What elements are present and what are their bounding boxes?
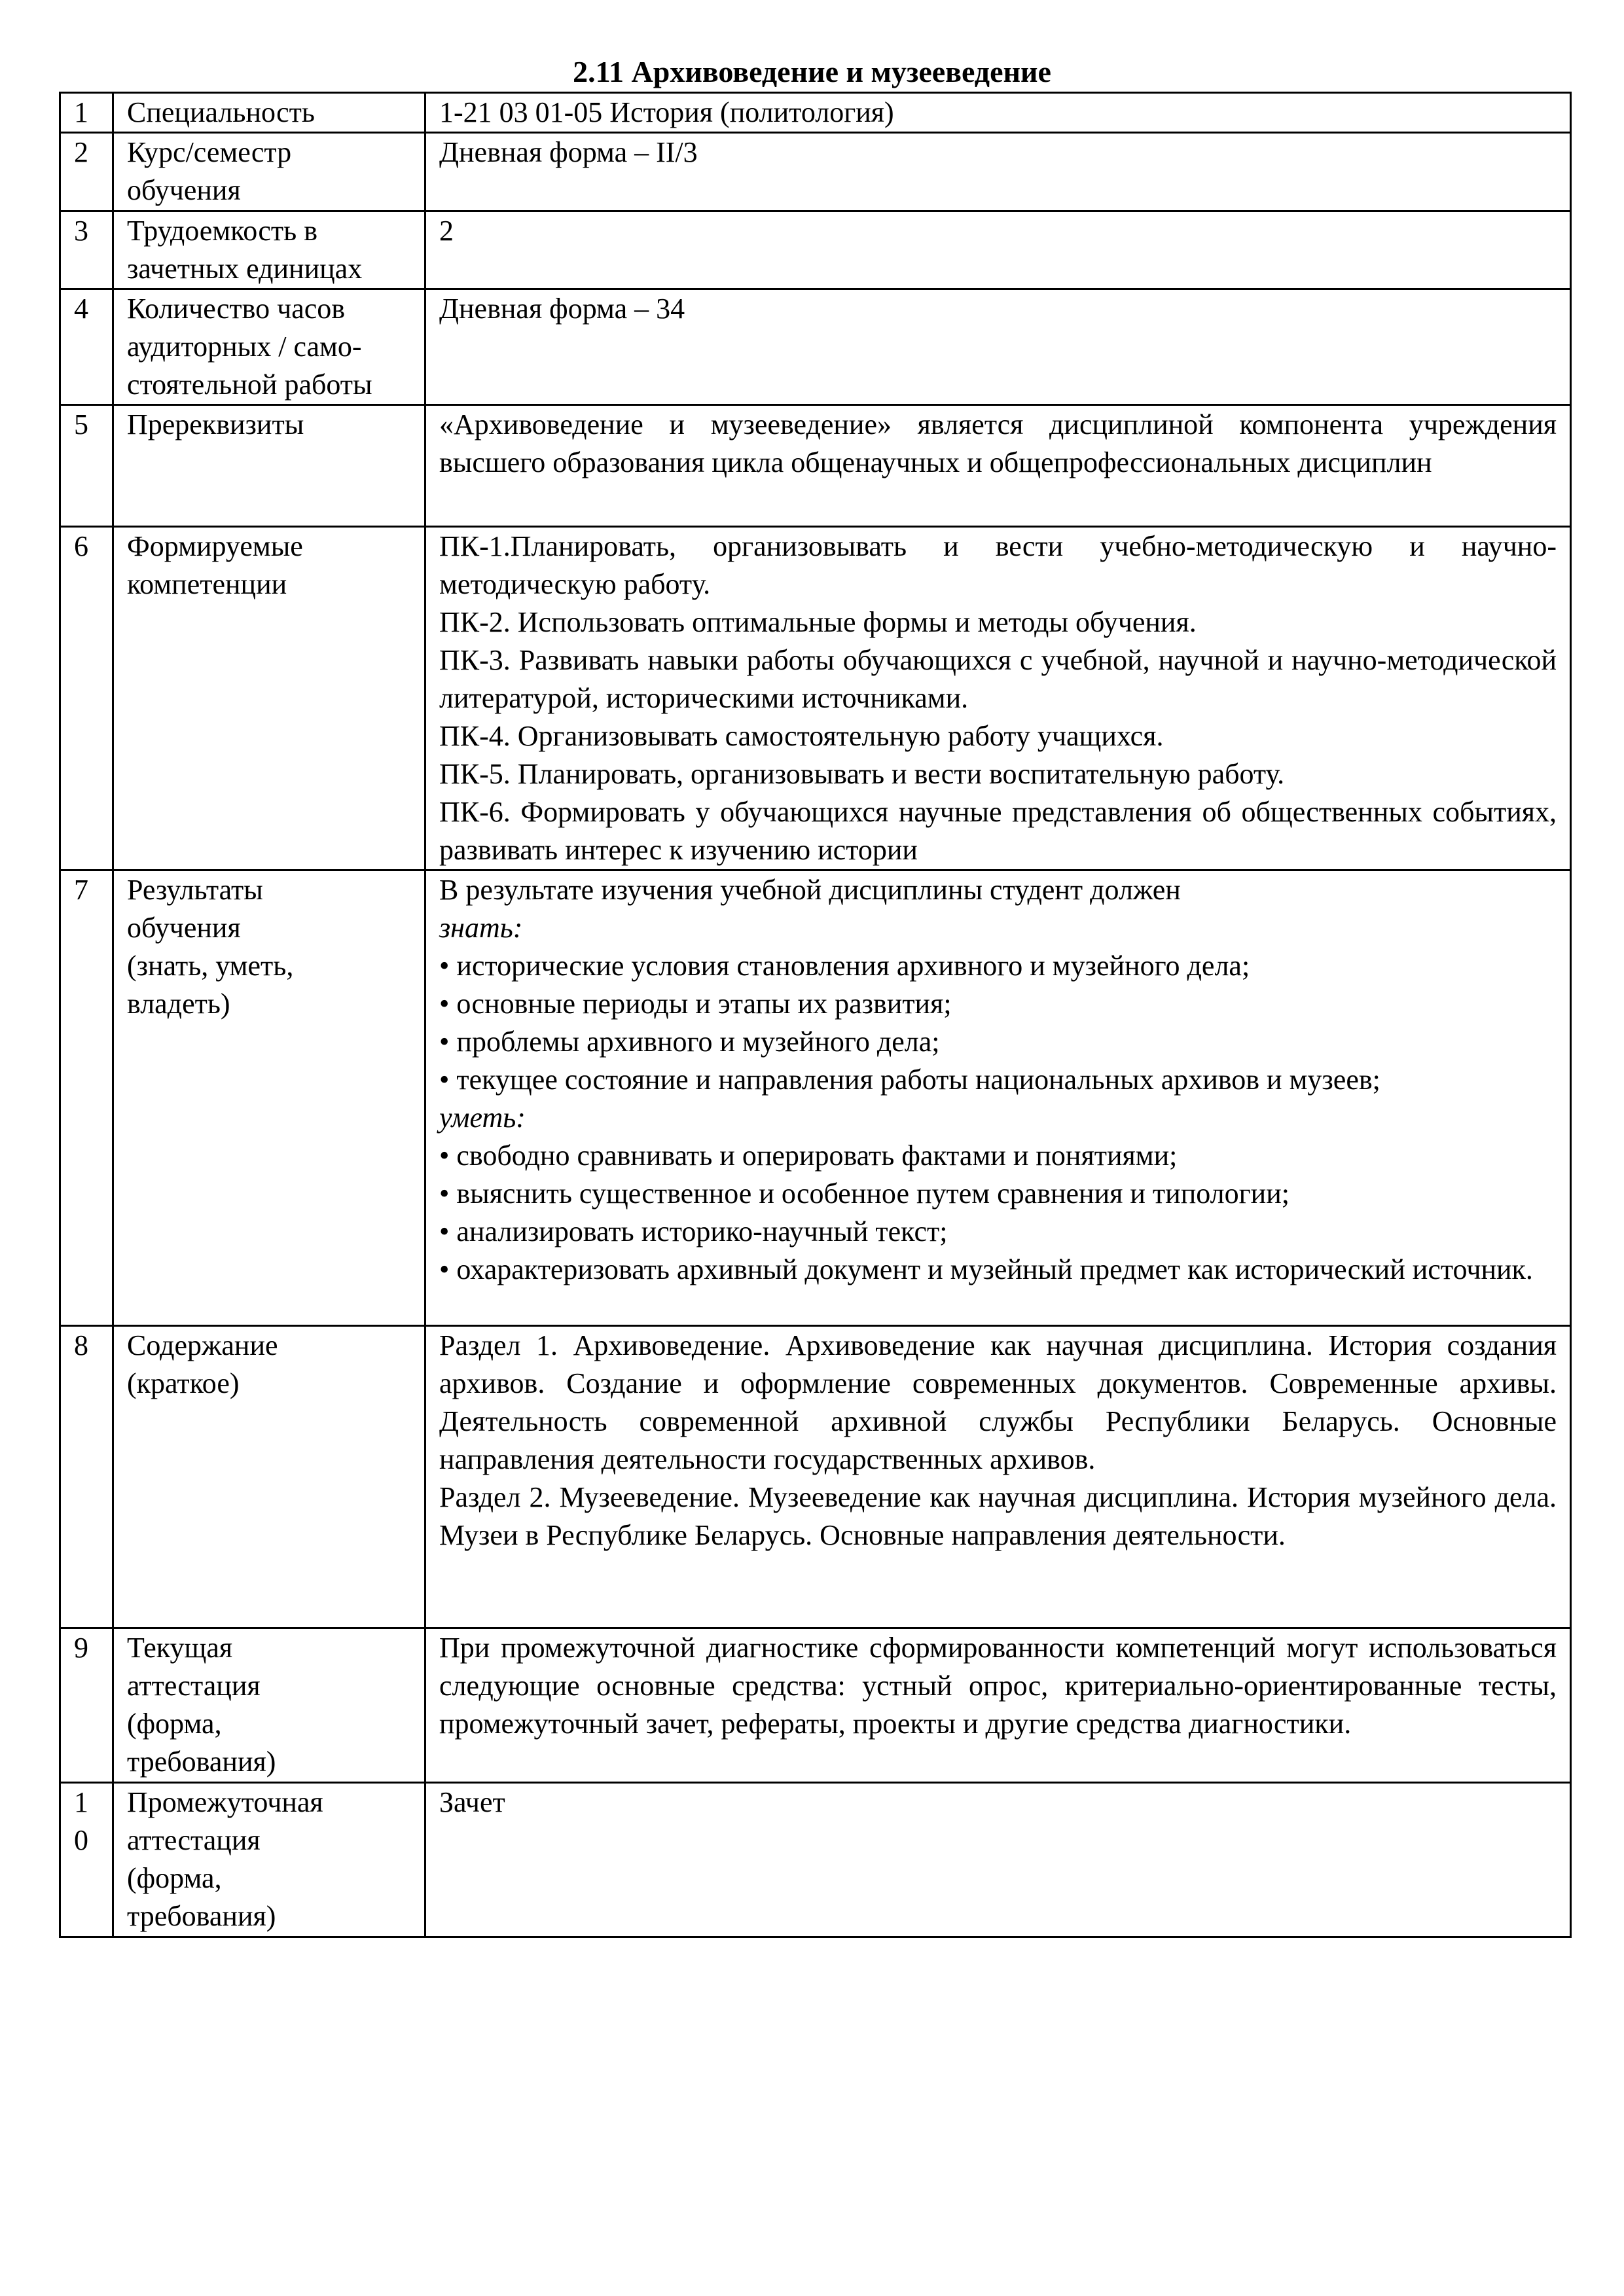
row-number: 7 [60,870,113,1326]
row-number: 5 [60,405,113,527]
row-content: 2 [425,211,1571,289]
table-row [60,1628,1571,1783]
row-number: 4 [60,289,113,405]
table-row [60,211,1571,289]
row-label: Промежуточная аттестация (форма, требования) [113,1783,425,1937]
row-content: ПК-1.Планировать, организовывать и вести учебно-методическую и научно-методическую работу. ПК-2. Использовать оптимальные формы и методы обучения. ПК-3. Развивать навыки работы обучающихся с учебной, научной и научно-методической литературой, историческими источниками. ПК-4. Организовывать самостоятельную работу учащихся. ПК-5. Планировать, организовывать и вести воспитательную работу. ПК-6. Формировать у обучающихся научные представления об общественных событиях, развивать интерес к изучению истории [425,527,1571,870]
table-row [60,93,1571,133]
row-label: Текущая аттестация (форма, требования) [113,1628,425,1783]
row-label: Специальность [113,93,425,133]
row-content: «Архивоведение и музееведение» является дисциплиной компонента учреждения высшего образования цикла общенаучных и общепрофессиональных дисциплин [425,405,1571,527]
table-row [60,289,1571,405]
row-number: 10 [60,1783,113,1937]
row-number: 2 [60,133,113,211]
table-row [60,1326,1571,1628]
row-label: Пререквизиты [113,405,425,527]
row-content: Дневная форма – 34 [425,289,1571,405]
row-label: Трудоемкость в зачетных единицах [113,211,425,289]
row-label: Содержание (краткое) [113,1326,425,1628]
row-label: Количество часов аудиторных / само- стоятельной работы [113,289,425,405]
row-number: 9 [60,1628,113,1783]
row-number: 6 [60,527,113,870]
table-row [60,870,1571,1326]
table-row [60,405,1571,527]
row-content: В результате изучения учебной дисциплины студент должен знать: • исторические условия становления архивного и музейного дела; • основные периоды и этапы их развития; • проблемы архивного и музейного дела; • текущее состояние и направления работы национальных архивов и музеев; уметь: • свободно сравнивать и оперировать фактами и понятиями; • выяснить существенное и особенное путем сравнения и типологии; • анализировать историко-научный текст; • охарактеризовать архивный документ и музейный предмет как исторический источник. [425,870,1571,1326]
row-content: 1-21 03 01-05 История (политология) [425,93,1571,133]
document-title: 2.11 Архивоведение и музееведение [573,55,1051,88]
row-label: Курс/семестр обучения [113,133,425,211]
table-row [60,133,1571,211]
row-label: Результаты обучения (знать, уметь, владеть) [113,870,425,1326]
row-label: Формируемые компетенции [113,527,425,870]
table-row [60,1783,1571,1937]
row-content: Дневная форма – II/3 [425,133,1571,211]
row-number: 1 [60,93,113,133]
row-content: При промежуточной диагностике сформированности компетенций могут использоваться следующие основные средства: устный опрос, критериально-ориентированные тесты, промежуточный зачет, рефераты, проекты и другие средства диагностики. [425,1628,1571,1783]
row-number: 3 [60,211,113,289]
row-number: 8 [60,1326,113,1628]
table-row [60,527,1571,870]
row-content: Зачет [425,1783,1571,1937]
row-content: Раздел 1. Архивоведение. Архивоведение как научная дисциплина. История создания архивов. Создание и оформление современных документов. Современные архивы. Деятельность современной архивной службы Республики Беларусь. Основные направления деятельности государственных архивов. Раздел 2. Музееведение. Музееведение как научная дисциплина. История музейного дела. Музеи в Республике Беларусь. Основные направления деятельности. [425,1326,1571,1628]
course-info-table [59,92,1572,1938]
